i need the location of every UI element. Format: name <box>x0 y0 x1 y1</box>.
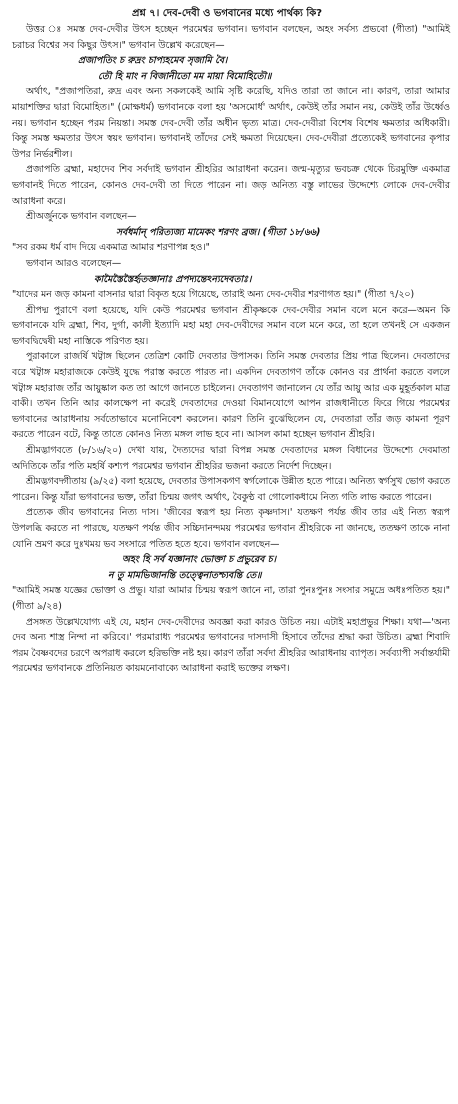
verse-translation: "যাদের মন জড় কামনা বাসনার দ্বারা বিকৃত হয়ে গিয়েছে, তারাই অন্য দেব-দেবীর শরণাগত হয়।" (গীতা ৭/২০) <box>12 289 415 301</box>
body-paragraph: শ্রীপদ্ম পুরাণে বলা হয়েছে, যদি কেউ পরমেশ্বর ভগবান শ্রীকৃষ্ণকে দেব-দেবীর সমান বলে মনে করে—অমন কি ভগবানকে যদি ব্রহ্মা, শিব, দুর্গা, কালী ইত্যাদি মহা মহা দেব-দেবীদের সমান বলে মনে করে, তা হলে তখনই সে একজন ভগবদ্বিদ্বেষী মহা নাস্তিকে পরিণত হয়। <box>12 304 450 347</box>
body-paragraph: শ্রীমদ্ভগবদ্গীতায় (৯/২৫) বলা হয়েছে, দেবতার উপাসকগণ স্বর্গলোকে উন্নীত হতে পারে। অনিত্য স্বর্গসুখ ভোগ করতে পারেন। কিন্তু যাঁরা ভগবানের ভক্ত, তাঁরা চিন্ময় জগৎ অর্থাৎ, বৈকুণ্ঠ বা গোলোকধামে নিত্য গতি লাভ করতে পারেন। <box>12 476 450 503</box>
body-paragraph: শ্রীঅর্জুনকে ভগবান বলছেন— <box>26 211 137 223</box>
verse-line: সর্বধর্মান্ পরিত্যজ্য মামেকং শরণং ব্রজ। (গীতা ১৮/৬৬) <box>116 226 321 238</box>
body-paragraph: অর্থাৎ, "প্রজাপতিরা, রুদ্র এবং অন্য সকলকেই আমি সৃষ্টি করেছি, যদিও তারা তা জানে না। কারণ, তারা আমার মায়াশক্তির দ্বারা বিমোহিত।" (মোক্ষধর্ম) ভগবানকে বলা হয় 'অসমোর্ধ' অর্থাৎ, কেউই তাঁর সমান নয়, কেউই তাঁর উর্ধ্বেও নয়। ভগবান হচ্ছেন পরম নিয়ন্তা। সমস্ত দেব-দেবী তাঁর অধীন ভৃত্য মাত্র। দেব-দেবীরা বিশেষ বিশেষ ক্ষমতার অধিকারী। কিন্তু সমস্ত ক্ষমতার উৎস স্বয়ং ভগবান। ভগবানই তাঁদের সেই ক্ষমতা দিয়েছেন। দেব-দেবীরা প্রত্যেকেই ভগবানের কৃপার উপর নির্ভরশীল। <box>12 86 450 160</box>
body-paragraph: পুরাকালে রাজর্ষি খট্বাঙ্গ ছিলেন তেত্রিশ কোটি দেবতার উপাসক। তিনি সমস্ত দেবতার প্রিয় পাত্র ছিলেন। দেবতাদের বরে খট্বাঙ্গ মহারাজকে কেউই যুদ্ধে পরাস্ত করতে পারত না। একদিন দেবতাগণ তাঁকে কোনও বর প্রার্থনা করতে বললে খট্বাঙ্গ মহারাজ তাঁর আয়ুষ্কাল কত তা আগে জানতে চাইলেন। দেবতাগণ জানালেন যে তাঁর আয়ু আর এক মুহূর্তকাল মাত্র বাকী। তখন তিনি আর কালক্ষেপ না করেই দেবতাদের দেওয়া বিমানযোগে আপন রাজধানীতে ফিরে গিয়ে পরমেশ্বর ভগবানের আরাধনায় সর্বতোভাবে মনোনিবেশ করলেন। কারণ তিনি বুঝেছিলেন যে, দেবতারা তাঁর জড় কামনা পূরণ করতে পারেন বটে, কিন্তু তাতে কোনও নিত্য মঙ্গল লাভ হবে না। আসল কামা হচ্ছেন ভগবান শ্রীহরি। <box>12 351 450 441</box>
verse-line: কামৈস্তৈস্তৈর্হৃতজ্ঞানাঃ প্রপদ্যন্তেঽন্যদেবতাঃ। <box>94 273 252 285</box>
question-heading: প্রশ্ন ৭। দেব-দেবী ও ভগবানের মধ্যে পার্থক্য কি? <box>132 8 323 19</box>
verse-translation: "আমিই সমস্ত যজ্ঞের ভোক্তা ও প্রভু। যারা আমার চিন্ময় স্বরূপ জানে না, তারা পুনঃপুনঃ সংসার সমুদ্রে অধঃপতিত হয়।" (গীতা ৯/২৪) <box>12 585 450 612</box>
body-paragraph: প্রত্যেক জীব ভগবানের নিত্য দাস। 'জীবের স্বরূপ হয় নিত্য কৃষ্ণদাস।' যতক্ষণ পর্যন্ত জীব তার এই নিত্য স্বরূপ উপলব্ধি করতে না পারছে, যতক্ষণ পর্যন্ত জীব সচ্চিদানন্দময় পরমেশ্বর ভগবান শ্রীহরিকে না জানছে, ততক্ষণ তাকে নানা যোনি ভ্রমণ করে দুঃখময় ভব সংসারে পতিত হতে হবে। ভগবান বলছেন— <box>12 507 450 550</box>
body-paragraph: ভগবান আরও বলেছেন— <box>26 257 122 269</box>
verse-translation: "সব রকম ধর্ম বাদ দিয়ে একমাত্র আমার শরণাপন্ন হও।" <box>12 242 210 254</box>
verse-line: অহং হি সর্ব যজ্ঞানাং ভোক্তা চ প্রভুরেব চ। <box>122 554 277 566</box>
body-paragraph: প্রসঙ্গত উল্লেখযোগ্য এই যে, মহান দেব-দেবীদের অবজ্ঞা করা কারও উচিত নয়। এটাই মহাপ্রভুর শিক্ষা। যথা—'অন্য দেব অন্য শাস্ত্র নিন্দা না করিবে।' পরমারাধ্য পরমেশ্বর ভগবানের দাসদাসী হিসাবে তাঁদের শ্রদ্ধা করা উচিত। ব্রহ্মা শিবাদি পরম বৈষ্ণবদের চরণে অপরাধ করলে হরিভক্তি নষ্ট হয়। কারণ তাঁরা সর্বদা শ্রীহরির আরাধনায় ব্যাপৃত। সর্বব্যাপী সর্বান্তর্যামী পরমেশ্বর ভগবানকে প্রতিনিয়ত কায়মনোবাক্যে আরাধনা করাই ভক্তের লক্ষণ। <box>12 616 450 675</box>
verse-line: তৌ হি মাং ন বিজানীতো মম মায়া বিমোহিতৌ॥ <box>98 70 272 82</box>
answer-paragraph: উত্তর ঃ সমস্ত দেব-দেবীর উৎস হচ্ছেন পরমেশ্বর ভগবান। ভগবান বলছেন, অহং সর্বস্য প্রভবো (গীতা) "আমিই চরাচর বিশ্বের সব কিছুর উৎস।" ভগবান উল্লেখ করেছেন— <box>12 24 450 51</box>
verse-line: ন তু মামভিজানন্তি তত্ত্বেনাতশ্চ্যবন্তি তে॥ <box>108 569 262 581</box>
body-paragraph: শ্রীমদ্ভাগবতে (৮/১৬/২০) দেখা যায়, দৈত্যদের দ্বারা বিপন্ন সমস্ত দেবতাদের মঙ্গল বিধানের উদ্দেশ্যে দেবমাতা অদিতিকে তাঁর পতি মহর্ষি কশ্যপ পরমেশ্বর ভগবান শ্রীহরির ভজনা করতে নির্দেশ দিচ্ছেন। <box>12 445 450 472</box>
verse-line: প্রজাপতিং চ রুদ্রং চাপ্যহমেব সৃজামি বৈ। <box>78 55 228 67</box>
body-paragraph: প্রজাপতি ব্রহ্মা, মহাদেব শিব সর্বদাই ভগবান শ্রীহরির আরাধনা করেন। জন্ম-মৃত্যুর ভবচক্র থেকে চিরমুক্তি একমাত্র ভগবানই দিতে পারেন, কোনও দেব-দেবী তা দিতে পারেন না। জড় অনিত্য বস্তু লাভের উদ্দেশ্যে লোকে দেব-দেবীর আরাধনা করে। <box>12 164 450 207</box>
